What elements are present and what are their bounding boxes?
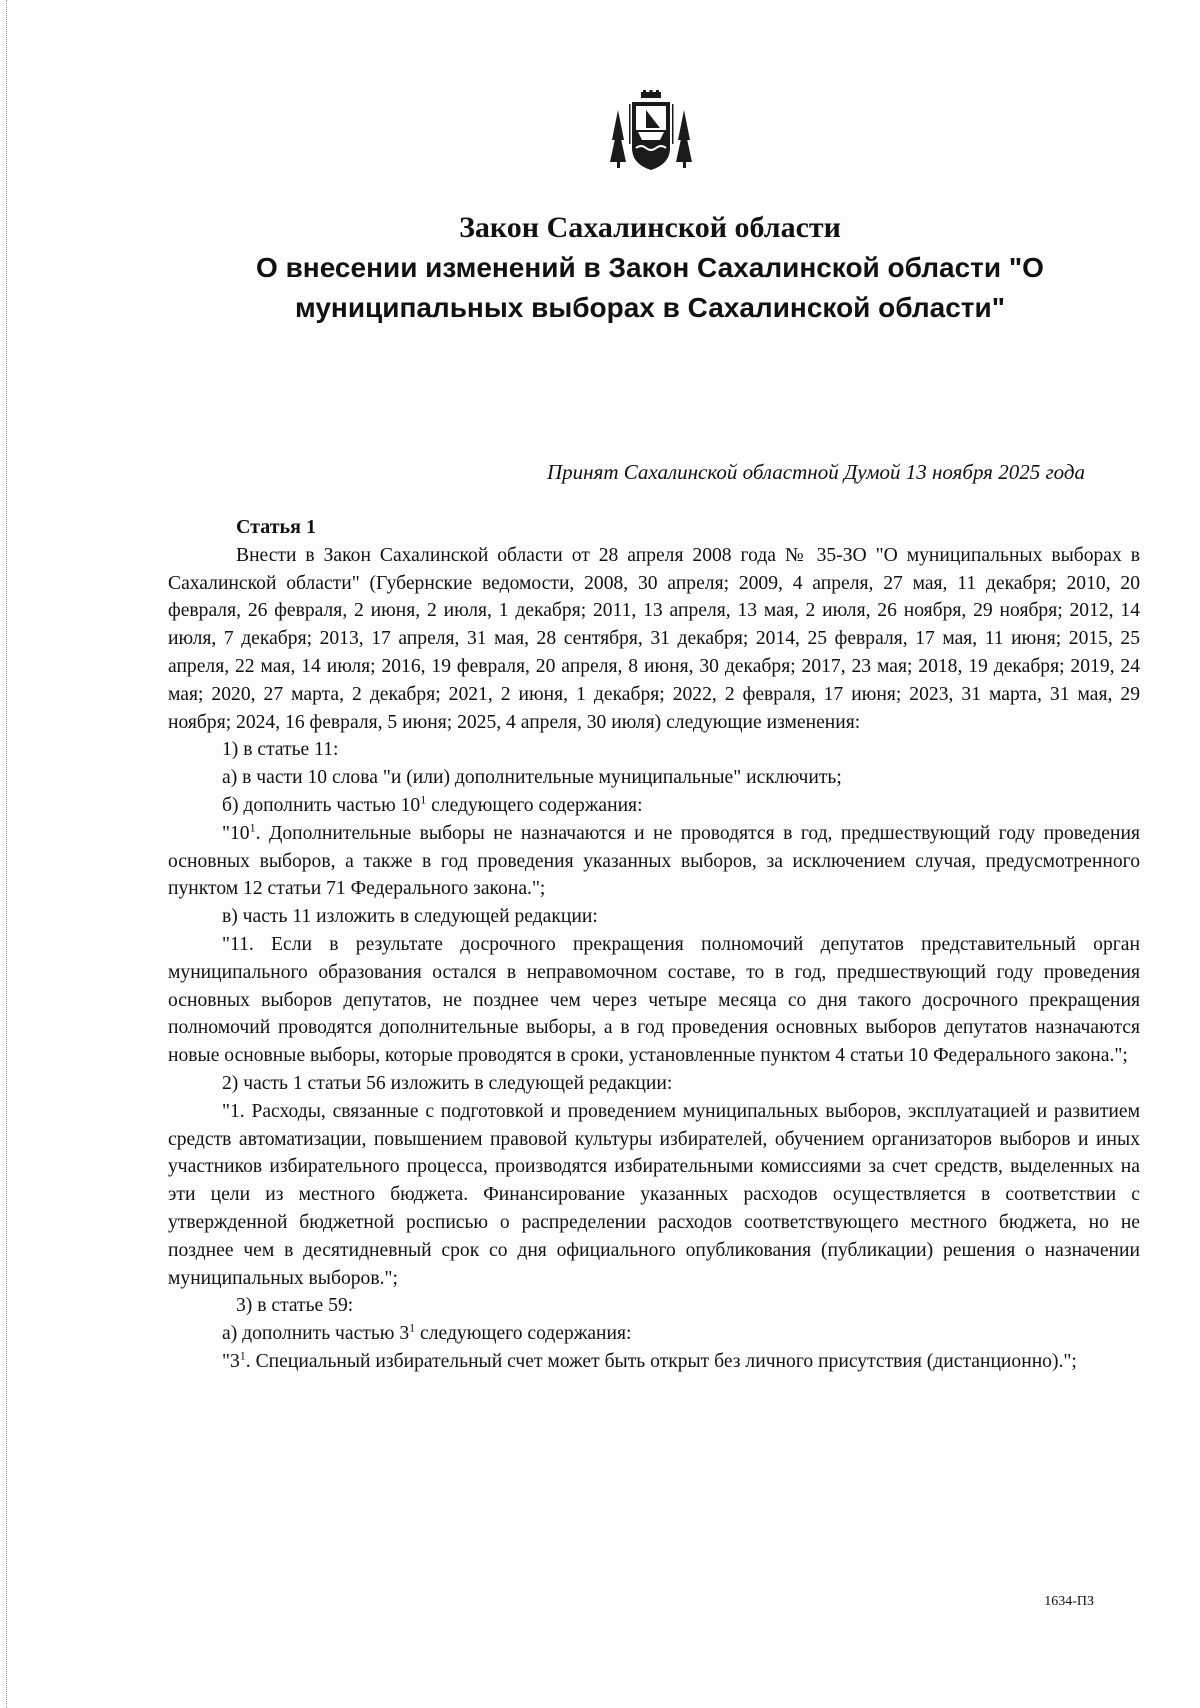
item-1: 1) в статье 11: bbox=[222, 739, 339, 761]
sakhalin-coat-of-arms-icon bbox=[608, 90, 694, 176]
scan-edge bbox=[6, 0, 7, 1708]
quote-10-1-text: . Дополнительные выборы не назначаются и не проводятся в год, предшествующий году проведения основных выборов, а также в год проведения указанных выборов, за исключением случая, предусмотренного пунктом 12 статьи 71 Федерального закона."; bbox=[168, 822, 1140, 900]
quote-10-1-start: "10 bbox=[222, 822, 250, 844]
quote-3-1-text: . Специальный избирательный счет может быть открыт без личного присутствия (дистанционно)."; bbox=[245, 1350, 1077, 1372]
quote-3-1-start: "3 bbox=[222, 1350, 240, 1372]
quote-10-1 bbox=[168, 820, 1140, 903]
item-3a-text: а) дополнить частью 3 bbox=[222, 1323, 410, 1345]
superscript: 1 bbox=[239, 1348, 246, 1363]
law-body bbox=[168, 514, 1140, 1376]
item-1b-text: б) дополнить частью 10 bbox=[222, 794, 421, 816]
item-1c: в) часть 11 изложить в следующей редакции: bbox=[222, 906, 598, 928]
superscript: 1 bbox=[249, 820, 256, 835]
item-3a-tail: следующего содержания: bbox=[415, 1323, 632, 1345]
adoption-note: Принят Сахалинской областной Думой 13 ноября 2025 года bbox=[546, 460, 1085, 484]
article-intro: Внести в Закон Сахалинской области от 28 апреля 2008 года № 35-ЗО "О муниципальных выборах в Сахалинской области" (Губернские ведомости, 2008, 30 апреля; 2009, 4 апреля, 27 мая, 11 декабря; 2010, 20 февраля, 26 февраля, 2 июня, 2 июля, 1 декабря; 2011, 13 апреля, 13 мая, 2 июля, 26 ноября, 29 ноября; 2012, 14 июля, 7 декабря; 2013, 17 апреля, 31 мая, 28 сентября, 31 декабря; 2014, 25 февраля, 17 мая, 11 июня; 2015, 25 апреля, 22 мая, 14 июля; 2016, 19 февраля, 20 апреля, 8 июня, 30 декабря; 2017, 23 мая; 2018, 19 декабря; 2019, 24 мая; 2020, 27 марта, 2 декабря; 2021, 2 июня, 1 декабря; 2022, 2 февраля, 17 июня; 2023, 31 марта, 31 мая, 29 ноября; 2024, 16 февраля, 5 июня; 2025, 4 апреля, 30 июля) следующие изменения: bbox=[168, 544, 1140, 733]
article-heading: Статья 1 bbox=[236, 516, 316, 538]
law-subtitle: О внесении изменений в Закон Сахалинской области "О муниципальных выборах в Сахалинской области" bbox=[256, 252, 1044, 323]
document-number: 1634-ПЗ bbox=[1044, 1594, 1094, 1609]
item-2: 2) часть 1 статьи 56 изложить в следующей редакции: bbox=[222, 1072, 673, 1094]
quote-3-1 bbox=[168, 1348, 1140, 1376]
quote-56-1: "1. Расходы, связанные с подготовкой и проведением муниципальных выборов, эксплуатацией и развитием средств автоматизации, повышением правовой культуры избирателей, обучением организаторов выборов и иных участников избирательного процесса, производятся избирательными комиссиями за счет средств, выделенных на эти цели из местного бюджета. Финансирование указанных расходов осуществляется в соответствии с утвержденной бюджетной росписью о распределении расходов соответствующего местного бюджета, но не позднее чем в десятидневный срок со дня официального опубликования (публикации) решения о назначении муниципальных выборов."; bbox=[168, 1100, 1140, 1289]
item-3a bbox=[168, 1320, 1140, 1348]
item-1b-tail: следующего содержания: bbox=[426, 794, 643, 816]
quote-11: "11. Если в результате досрочного прекращения полномочий депутатов представительный орган муниципального образования остался в неправомочном составе, то в год, предшествующий году проведения основных выборов депутатов, не позднее чем через четыре месяца со дня такого досрочного прекращения полномочий проводятся дополнительные выборы, а в год проведения основных выборов депутатов назначаются новые основные выборы, которые проводятся в сроки, установленные пунктом 4 статьи 10 Федерального закона."; bbox=[168, 933, 1140, 1067]
item-1b bbox=[168, 792, 1140, 820]
law-title: Закон Сахалинской области bbox=[459, 211, 841, 244]
superscript: 1 bbox=[409, 1320, 416, 1335]
item-1a: а) в части 10 слова "и (или) дополнительные муниципальные" исключить; bbox=[222, 767, 842, 789]
superscript: 1 bbox=[420, 792, 427, 807]
item-3: 3) в статье 59: bbox=[236, 1295, 354, 1317]
